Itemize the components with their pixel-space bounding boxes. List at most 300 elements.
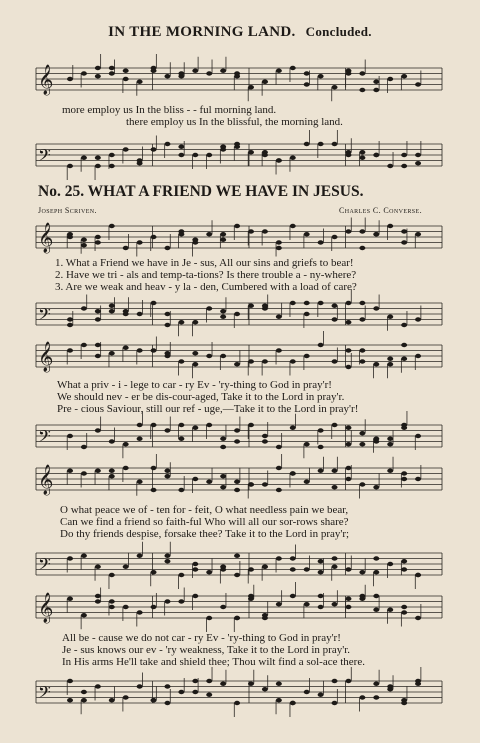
note-head bbox=[164, 323, 170, 327]
note-head bbox=[151, 605, 157, 609]
note-head bbox=[206, 480, 212, 484]
note-head bbox=[332, 359, 338, 363]
note-head bbox=[359, 348, 365, 352]
note-head bbox=[332, 701, 338, 705]
note-head bbox=[415, 153, 421, 157]
note-head bbox=[345, 442, 351, 446]
note-head bbox=[401, 153, 407, 157]
note-head bbox=[276, 556, 282, 560]
note-head bbox=[109, 309, 115, 313]
note-head bbox=[373, 695, 379, 699]
top-lyric-line-1: more employ us In the bliss - - ful morning land. bbox=[62, 104, 277, 116]
bass-staff-system-2 bbox=[0, 417, 480, 457]
note-head bbox=[415, 161, 421, 165]
note-head bbox=[67, 77, 73, 81]
note-head bbox=[164, 142, 170, 146]
note-head bbox=[276, 69, 282, 73]
note-head bbox=[95, 428, 101, 432]
note-head bbox=[220, 232, 226, 236]
note-head bbox=[332, 679, 338, 683]
note-head bbox=[151, 348, 157, 352]
note-head bbox=[332, 304, 338, 308]
note-head bbox=[206, 232, 212, 236]
note-head bbox=[401, 343, 407, 347]
note-head bbox=[359, 317, 365, 321]
note-head bbox=[373, 439, 379, 443]
note-head bbox=[332, 469, 338, 473]
note-head bbox=[373, 556, 379, 560]
note-head bbox=[401, 240, 407, 244]
treble-clef-icon: 𝄞 bbox=[38, 342, 54, 372]
note-head bbox=[95, 156, 101, 160]
concluded-label: Concluded. bbox=[305, 24, 372, 39]
note-head bbox=[359, 156, 365, 160]
note-head bbox=[401, 701, 407, 705]
note-head bbox=[290, 156, 296, 160]
note-head bbox=[192, 477, 198, 481]
note-head bbox=[276, 348, 282, 352]
note-head bbox=[81, 306, 87, 310]
note-head bbox=[415, 573, 421, 577]
note-head bbox=[137, 348, 143, 352]
note-head bbox=[401, 74, 407, 78]
note-head bbox=[304, 480, 310, 484]
note-head bbox=[123, 147, 129, 151]
treble-clef-icon: 𝄞 bbox=[38, 223, 54, 253]
note-head bbox=[220, 474, 226, 478]
note-head bbox=[164, 559, 170, 563]
note-head bbox=[234, 554, 240, 558]
treble-staff-system-3 bbox=[0, 460, 480, 500]
note-head bbox=[95, 164, 101, 168]
note-head bbox=[373, 153, 379, 157]
note-head bbox=[151, 147, 157, 151]
note-head bbox=[164, 351, 170, 355]
note-head bbox=[373, 485, 379, 489]
note-head bbox=[151, 301, 157, 305]
note-head bbox=[318, 343, 324, 347]
note-head bbox=[318, 301, 324, 305]
note-head bbox=[401, 323, 407, 327]
note-head bbox=[137, 80, 143, 84]
treble-staff-system-2 bbox=[0, 337, 480, 377]
note-head bbox=[304, 301, 310, 305]
note-head bbox=[276, 602, 282, 606]
note-head bbox=[290, 66, 296, 70]
note-head bbox=[109, 351, 115, 355]
note-head bbox=[248, 567, 254, 571]
note-head bbox=[373, 306, 379, 310]
note-head bbox=[137, 437, 143, 441]
note-head bbox=[290, 471, 296, 475]
note-head bbox=[262, 439, 268, 443]
note-head bbox=[290, 556, 296, 560]
note-head bbox=[137, 610, 143, 614]
note-head bbox=[359, 594, 365, 598]
note-head bbox=[401, 610, 407, 614]
note-head bbox=[359, 442, 365, 446]
lyric-s4-v1: All be - cause we do not car - ry Ev - 'ry-thing to God in pray'r! bbox=[62, 632, 341, 644]
note-head bbox=[81, 471, 87, 475]
note-head bbox=[401, 164, 407, 168]
note-head bbox=[95, 684, 101, 688]
note-head bbox=[95, 354, 101, 358]
note-head bbox=[332, 85, 338, 89]
note-head bbox=[304, 567, 310, 571]
note-head bbox=[67, 164, 73, 168]
note-head bbox=[109, 599, 115, 603]
note-head bbox=[262, 153, 268, 157]
note-head bbox=[137, 480, 143, 484]
note-head bbox=[304, 602, 310, 606]
note-head bbox=[220, 565, 226, 569]
note-head bbox=[373, 682, 379, 686]
note-head bbox=[123, 605, 129, 609]
note-head bbox=[206, 693, 212, 697]
note-head bbox=[387, 362, 393, 366]
treble-clef-icon: 𝄞 bbox=[38, 65, 54, 95]
note-head bbox=[345, 365, 351, 369]
note-head bbox=[318, 142, 324, 146]
note-head bbox=[137, 161, 143, 165]
note-head bbox=[234, 362, 240, 366]
note-head bbox=[304, 82, 310, 86]
note-head bbox=[234, 701, 240, 705]
note-head bbox=[178, 423, 184, 427]
note-head bbox=[164, 701, 170, 705]
note-head bbox=[262, 229, 268, 233]
note-head bbox=[373, 362, 379, 366]
note-head bbox=[81, 156, 87, 160]
lyric-s1-v1: 1. What a Friend we have in Je - sus, All our sins and griefs to bear! bbox=[55, 257, 354, 269]
note-head bbox=[123, 466, 129, 470]
note-head bbox=[95, 469, 101, 473]
note-head bbox=[359, 482, 365, 486]
note-head bbox=[276, 488, 282, 492]
note-head bbox=[248, 482, 254, 486]
note-head bbox=[206, 423, 212, 427]
note-head bbox=[248, 85, 254, 89]
note-head bbox=[192, 69, 198, 73]
note-head bbox=[220, 238, 226, 242]
note-head bbox=[220, 445, 226, 449]
note-head bbox=[304, 232, 310, 236]
note-head bbox=[345, 301, 351, 305]
note-head bbox=[220, 682, 226, 686]
note-head bbox=[123, 565, 129, 569]
note-head bbox=[304, 690, 310, 694]
note-head bbox=[345, 229, 351, 233]
bass-clef-icon: 𝄢 bbox=[38, 554, 51, 578]
note-head bbox=[401, 357, 407, 361]
bass-staff-top bbox=[0, 136, 480, 176]
note-head bbox=[67, 348, 73, 352]
note-head bbox=[192, 153, 198, 157]
note-head bbox=[67, 235, 73, 239]
note-head bbox=[262, 616, 268, 620]
note-head bbox=[234, 428, 240, 432]
note-head bbox=[151, 698, 157, 702]
lyric-s1-v3: 3. Are we weak and heav - y la - den, Cumbered with a load of care? bbox=[55, 281, 357, 293]
note-head bbox=[415, 354, 421, 358]
note-head bbox=[192, 562, 198, 566]
note-head bbox=[151, 69, 157, 73]
lyric-s3-v3: Do thy friends despise, forsake thee? Take it to the Lord in pray'r; bbox=[60, 528, 350, 540]
note-head bbox=[151, 423, 157, 427]
note-head bbox=[276, 315, 282, 319]
note-head bbox=[359, 431, 365, 435]
note-head bbox=[318, 605, 324, 609]
note-head bbox=[95, 240, 101, 244]
lyric-s4-v3: In His arms He'll take and shield thee; Thou wilt find a sol-ace there. bbox=[62, 656, 365, 668]
treble-clef-icon: 𝄞 bbox=[38, 593, 54, 623]
note-head bbox=[359, 150, 365, 154]
note-head bbox=[220, 69, 226, 73]
note-head bbox=[332, 423, 338, 427]
note-head bbox=[359, 88, 365, 92]
note-head bbox=[109, 304, 115, 308]
note-head bbox=[178, 145, 184, 149]
note-head bbox=[387, 442, 393, 446]
note-head bbox=[234, 480, 240, 484]
note-head bbox=[178, 488, 184, 492]
note-head bbox=[206, 679, 212, 683]
note-head bbox=[109, 439, 115, 443]
note-head bbox=[234, 439, 240, 443]
note-head bbox=[67, 597, 73, 601]
note-head bbox=[290, 701, 296, 705]
note-head bbox=[318, 240, 324, 244]
note-head bbox=[387, 357, 393, 361]
note-head bbox=[137, 554, 143, 558]
note-head bbox=[164, 469, 170, 473]
note-head bbox=[290, 224, 296, 228]
note-head bbox=[109, 66, 115, 70]
note-head bbox=[373, 232, 379, 236]
note-head bbox=[304, 354, 310, 358]
note-head bbox=[178, 573, 184, 577]
note-head bbox=[290, 567, 296, 571]
note-head bbox=[415, 682, 421, 686]
note-head bbox=[332, 602, 338, 606]
note-head bbox=[359, 695, 365, 699]
note-head bbox=[332, 565, 338, 569]
note-head bbox=[95, 565, 101, 569]
note-head bbox=[178, 599, 184, 603]
note-head bbox=[81, 613, 87, 617]
note-head bbox=[109, 224, 115, 228]
lyric-s2-v1: What a priv - i - lege to car - ry Ev - 'ry-thing to God in pray'r! bbox=[57, 379, 332, 391]
bass-clef-icon: 𝄢 bbox=[38, 145, 51, 169]
note-head bbox=[359, 301, 365, 305]
note-head bbox=[290, 301, 296, 305]
note-head bbox=[373, 608, 379, 612]
note-head bbox=[67, 556, 73, 560]
note-head bbox=[345, 466, 351, 470]
note-head bbox=[234, 488, 240, 492]
note-head bbox=[178, 359, 184, 363]
note-head bbox=[387, 562, 393, 566]
note-head bbox=[192, 594, 198, 598]
note-head bbox=[95, 235, 101, 239]
note-head bbox=[123, 246, 129, 250]
note-head bbox=[290, 426, 296, 430]
note-head bbox=[345, 679, 351, 683]
note-head bbox=[276, 698, 282, 702]
note-head bbox=[206, 153, 212, 157]
note-head bbox=[234, 312, 240, 316]
note-head bbox=[276, 466, 282, 470]
note-head bbox=[123, 312, 129, 316]
continued-hymn-heading bbox=[0, 24, 480, 41]
note-head bbox=[164, 428, 170, 432]
note-head bbox=[262, 565, 268, 569]
author-credit: Joseph Scriven. bbox=[38, 206, 97, 215]
note-head bbox=[373, 80, 379, 84]
note-head bbox=[332, 235, 338, 239]
note-head bbox=[262, 80, 268, 84]
note-head bbox=[290, 359, 296, 363]
note-head bbox=[192, 679, 198, 683]
note-head bbox=[67, 434, 73, 438]
note-head bbox=[95, 66, 101, 70]
lyric-s3-v2: Can we find a friend so faith-ful Who will all our sor-rows share? bbox=[60, 516, 349, 528]
note-head bbox=[123, 442, 129, 446]
note-head bbox=[220, 354, 226, 358]
note-head bbox=[318, 428, 324, 432]
note-head bbox=[95, 343, 101, 347]
bass-clef-icon: 𝄢 bbox=[38, 682, 51, 706]
note-head bbox=[178, 437, 184, 441]
note-head bbox=[248, 229, 254, 233]
note-head bbox=[109, 474, 115, 478]
note-head bbox=[401, 229, 407, 233]
note-head bbox=[304, 142, 310, 146]
note-head bbox=[345, 320, 351, 324]
note-head bbox=[387, 315, 393, 319]
note-head bbox=[109, 153, 115, 157]
note-head bbox=[373, 88, 379, 92]
note-head bbox=[415, 477, 421, 481]
note-head bbox=[345, 605, 351, 609]
note-head bbox=[164, 474, 170, 478]
note-head bbox=[109, 573, 115, 577]
note-head bbox=[220, 485, 226, 489]
note-head bbox=[248, 423, 254, 427]
composer-credit: Charles C. Converse. bbox=[338, 206, 422, 215]
note-head bbox=[151, 235, 157, 239]
note-head bbox=[318, 445, 324, 449]
note-head bbox=[234, 71, 240, 75]
note-head bbox=[262, 687, 268, 691]
note-head bbox=[318, 693, 324, 697]
note-head bbox=[332, 317, 338, 321]
bass-staff-system-1 bbox=[0, 295, 480, 335]
note-head bbox=[234, 573, 240, 577]
hymn-title: No. 25. WHAT A FRIEND WE HAVE IN JESUS. bbox=[38, 183, 364, 200]
lyric-s4-v2: Je - sus knows our ev - 'ry weakness, Take it to the Lord in pray'r. bbox=[62, 644, 351, 656]
note-head bbox=[178, 690, 184, 694]
note-head bbox=[164, 684, 170, 688]
note-head bbox=[262, 434, 268, 438]
note-head bbox=[345, 426, 351, 430]
treble-clef-icon: 𝄞 bbox=[38, 465, 54, 495]
note-head bbox=[276, 445, 282, 449]
note-head bbox=[234, 142, 240, 146]
note-head bbox=[137, 684, 143, 688]
note-head bbox=[359, 229, 365, 233]
note-head bbox=[67, 679, 73, 683]
treble-staff-system-4 bbox=[0, 588, 480, 628]
note-head bbox=[164, 554, 170, 558]
note-head bbox=[401, 567, 407, 571]
note-head bbox=[95, 594, 101, 598]
note-head bbox=[81, 238, 87, 242]
note-head bbox=[304, 71, 310, 75]
note-head bbox=[345, 153, 351, 157]
note-head bbox=[220, 437, 226, 441]
note-head bbox=[415, 616, 421, 620]
note-head bbox=[151, 570, 157, 574]
note-head bbox=[276, 246, 282, 250]
note-head bbox=[248, 304, 254, 308]
note-head bbox=[67, 698, 73, 702]
note-head bbox=[359, 246, 365, 250]
top-lyric-line-2: there employ us In the blissful, the morning land. bbox=[126, 116, 343, 128]
note-head bbox=[345, 567, 351, 571]
note-head bbox=[276, 240, 282, 244]
note-head bbox=[123, 695, 129, 699]
note-head bbox=[123, 77, 129, 81]
note-head bbox=[81, 343, 87, 347]
note-head bbox=[81, 243, 87, 247]
note-head bbox=[234, 616, 240, 620]
note-head bbox=[276, 682, 282, 686]
note-head bbox=[415, 82, 421, 86]
note-head bbox=[81, 690, 87, 694]
note-head bbox=[109, 605, 115, 609]
note-head bbox=[67, 469, 73, 473]
note-head bbox=[164, 312, 170, 316]
note-head bbox=[206, 616, 212, 620]
note-head bbox=[95, 599, 101, 603]
note-head bbox=[415, 434, 421, 438]
note-head bbox=[95, 317, 101, 321]
lyric-s2-v2: We should nev - er be dis-cour-aged, Take it to the Lord in pray'r. bbox=[57, 391, 345, 403]
note-head bbox=[178, 71, 184, 75]
note-head bbox=[151, 466, 157, 470]
note-head bbox=[359, 570, 365, 574]
note-head bbox=[248, 594, 254, 598]
note-head bbox=[81, 554, 87, 558]
note-head bbox=[401, 477, 407, 481]
note-head bbox=[123, 69, 129, 73]
note-head bbox=[234, 224, 240, 228]
note-head bbox=[220, 145, 226, 149]
note-head bbox=[192, 362, 198, 366]
note-head bbox=[276, 158, 282, 162]
note-head bbox=[318, 559, 324, 563]
note-head bbox=[248, 150, 254, 154]
note-head bbox=[401, 426, 407, 430]
note-head bbox=[262, 359, 268, 363]
bass-staff-system-4 bbox=[0, 673, 480, 713]
note-head bbox=[137, 423, 143, 427]
note-head bbox=[318, 469, 324, 473]
lyric-s3-v1: O what peace we of - ten for - feit, O what needless pain we bear, bbox=[60, 504, 349, 516]
note-head bbox=[415, 317, 421, 321]
lyric-s1-v2: 2. Have we tri - als and temp-ta-tions? Is there trouble a - ny-where? bbox=[55, 269, 357, 281]
